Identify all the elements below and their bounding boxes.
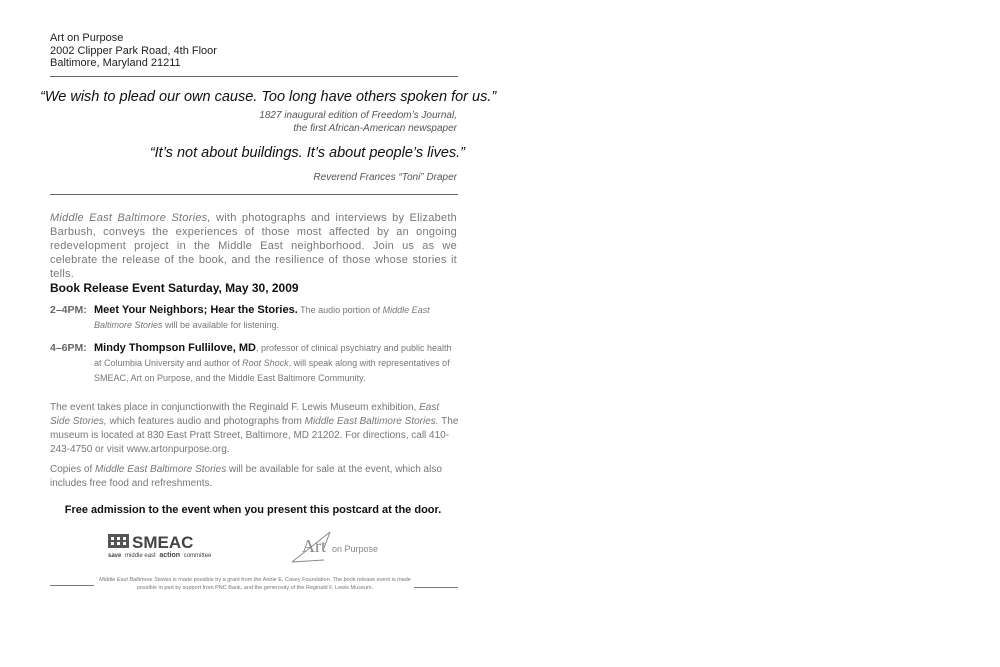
art-on-purpose-logo xyxy=(290,528,400,568)
svg-text:Art: Art xyxy=(302,536,326,556)
quote1-source-line1: 1827 inaugural edition of Freedom’s Journal, xyxy=(259,110,457,121)
funding-footnote: Middle East Baltimore Stories is made possible by a grant from the Annie E. Casey Foundation. The book release event is made possible in part by support from PNC Bank, and the generosity of the Reginald F. Lewis Museum. xyxy=(99,577,411,591)
schedule-time: 2–4PM: xyxy=(50,304,87,316)
quote1-source xyxy=(259,109,457,135)
schedule-item: 2–4PM: Meet Your Neighbors; Hear the Stories. The audio portion of Middle East Baltimore Stories will be available for listening. xyxy=(50,304,430,330)
schedule-lead: Mindy Thompson Fullilove, MD xyxy=(94,342,256,354)
free-admission-notice: Free admission to the event when you present this postcard at the door. xyxy=(64,504,442,516)
svg-text:save middle east actio: save middle east action committee xyxy=(108,552,212,559)
location-paragraph: The event takes place in conjunctionwith the Reginald F. Lewis Museum exhibition, East Side Stories, which features audio and photographs from Middle East Baltimore Stories. The museum is located at 830 East Pratt Street, Baltimore, MD 21202. For directions, call 410-243-4750 or visit www.artonpurpose.org. xyxy=(50,402,459,455)
smeac-logo xyxy=(108,532,222,560)
footer-rule-right xyxy=(414,587,458,588)
event-heading: Book Release Event Saturday, May 30, 2009 xyxy=(50,281,299,295)
quote1-source-line2: the first African-American newspaper xyxy=(293,123,457,134)
return-address xyxy=(50,32,217,70)
svg-text:SMEAC: SMEAC xyxy=(132,533,194,552)
quote-toni-draper: “It’s not about buildings. It’s about people’s lives.” xyxy=(149,145,465,161)
book-title: Middle East Baltimore Stories, xyxy=(50,212,211,224)
schedule-lead: Meet Your Neighbors; Hear the Stories. xyxy=(94,304,298,316)
svg-text:on Purpose: on Purpose xyxy=(332,544,379,554)
sender-city: Baltimore, Maryland 21211 xyxy=(50,57,181,69)
footer-rule-left xyxy=(50,585,94,586)
quote2-source: Reverend Frances “Toni” Draper xyxy=(313,172,457,183)
sender-street: 2002 Clipper Park Road, 4th Floor xyxy=(50,44,217,57)
schedule-time: 4–6PM: xyxy=(50,342,87,354)
schedule-item: 4–6PM: Mindy Thompson Fullilove, MD, professor of clinical psychiatry and public health at Columbia University and author of Root Shock, will speak along with representatives of SMEAC, Art on Purpose, and the Middle East Baltimore Community. xyxy=(50,342,452,383)
copies-paragraph: Copies of Middle East Baltimore Stories will be available for sale at the event, which also includes free food and refreshments. xyxy=(50,464,442,489)
sender-name: Art on Purpose xyxy=(50,32,124,44)
divider-quotes xyxy=(50,194,458,195)
divider-top xyxy=(50,76,458,77)
intro-paragraph: Middle East Baltimore Stories, with photographs and interviews by Elizabeth Barbush, conveys the experiences of those most affected by an ongoing redevelopment project in the Middle East neighborhood. Join us as we celebrate the release of the book, and the resilience of those whose stories it tells. xyxy=(50,212,457,280)
quote-freedoms-journal: “We wish to plead our own cause. Too long have others spoken for us.” xyxy=(40,89,497,105)
